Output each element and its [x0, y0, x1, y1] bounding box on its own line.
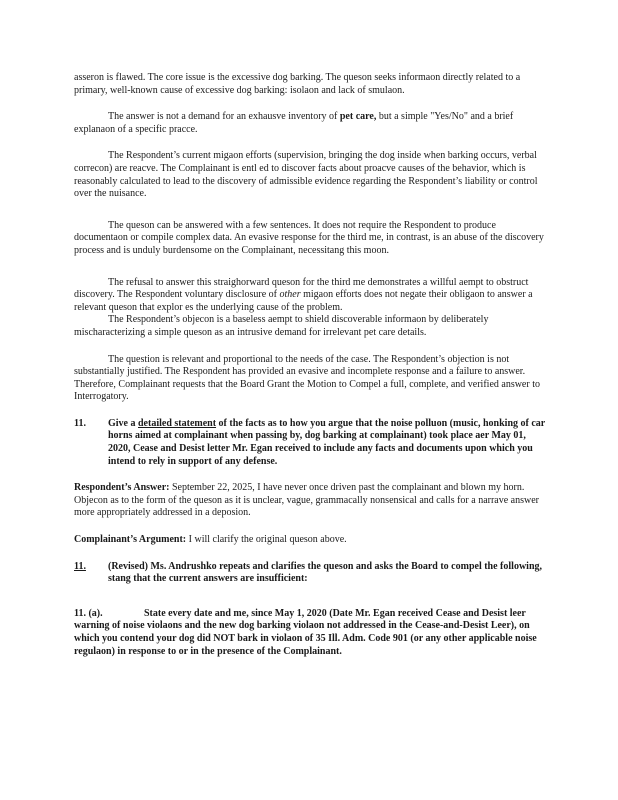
- interrogatory-11a-text: State every date and me, since May 1, 2020 (Date Mr. Egan received Cease and Desist leer warning of noise violaons and the new dog barking violaon not addressed in the Cease-and-Desist Leer), on which you contend your dog did NOT bark in violaon of 35 Ill. Adm. Code 901 (or any other applicable noise regulaon) in response to or in the presence of the Complainant.: [74, 607, 537, 657]
- paragraph-answerable-text: The queson can be answered with a few sentences. It does not require the Respondent to produce documentaon or compile complex data. An evasive response for the third me, in contrast, is an abuse of the discovery process and is unduly burdensome on the Complainant, necessitang this moon.: [74, 219, 544, 256]
- paragraph-not-a-demand-text-a: The answer is not a demand for an exhausve inventory of: [108, 111, 340, 123]
- interrogatory-11a-number: 11. (a).: [74, 607, 103, 619]
- paragraph-objection-text: The Respondent’s objecon is a baseless aempt to shield discoverable informaon by deliberately mischaracterizing a simple queson as an intrusive demand for irrelevant pet care details.: [74, 314, 489, 338]
- document-page: [74, 72, 548, 658]
- interrogatory-11-revised: [74, 561, 548, 586]
- paragraph-not-a-demand: [74, 111, 548, 136]
- respondent-answer: [74, 482, 548, 520]
- paragraph-refusal: [74, 277, 548, 315]
- paragraph-not-a-demand-text-b: but a simple "Yes/No" and a brief explanaon of a specific pracce.: [74, 111, 514, 135]
- interrogatory-11-revised-text: (Revised) Ms. Andrushko repeats and clarifies the queson and asks the Board to compel the following, stang that the current answers are insufficient:: [108, 560, 543, 585]
- pet-care-bold: pet care,: [339, 111, 377, 123]
- paragraph-relevant-proportional-text: The question is relevant and proportional to the needs of the case. The Respondent’s objection is not substantially justified. The Respondent has provided an evasive and incomplete response and a failure to answer. Therefore, Complainant requests that the Board Grant the Motion to Compel a full, complete, and verified answer to Interrogatory.: [74, 353, 540, 403]
- interrogatory-11-text: [108, 418, 548, 468]
- paragraph-refusal-text-a: The refusal to answer this straighorward queson for the third me demonstrates a willful aempt to obstruct discovery. The Respondent voluntary disclosure of: [74, 276, 529, 301]
- interrogatory-11: [74, 418, 548, 468]
- paragraph-assertion: [74, 72, 548, 97]
- interrogatory-11-number: 11.: [74, 417, 86, 429]
- paragraph-answerable: [74, 220, 548, 258]
- paragraph-assertion-text: asseron is flawed. The core issue is the excessive dog barking. The queson seeks informaon directly related to a primary, well-known cause of excessive dog barking: isolaon and lack of smulaon.: [74, 72, 521, 96]
- complainant-argument-text: I will clarify the original queson above.: [186, 534, 347, 546]
- complainant-argument: [74, 534, 548, 547]
- interrogatory-11-text-a: Give a: [108, 417, 138, 429]
- paragraph-mitigation-efforts-text: The Respondent’s current migaon efforts (supervision, bringing the dog inside when barking occurs, verbal correcon) are reacve. The Complainant is entl ed to discover facts about proacve causes of the behavior, which is reasonably calculated to lead to the discovery of admissible evidence regarding the Respondent’s liability or control over the nuisance.: [74, 150, 538, 200]
- other-italic: other: [279, 289, 301, 301]
- paragraph-relevant-proportional: [74, 354, 548, 404]
- paragraph-objection: [74, 314, 548, 339]
- respondent-answer-label: Respondent’s Answer:: [74, 482, 170, 494]
- interrogatory-11-text-b: of the facts as to how you argue that the noise polluon (music, honking of car horns aimed at complainant when passing by, dog barking at complainant) took place aer May 01, 2020, Cease and Desist letter Mr. Egan received to include any facts and documents upon which you intend to rely in support of any defense.: [108, 417, 546, 467]
- paragraph-refusal-text-b: migaon efforts does not negate their obligaon to answer a relevant queson that explor es the underlying cause of the problem.: [74, 289, 533, 313]
- detailed-statement-underlined: detailed statement: [138, 417, 217, 429]
- interrogatory-11-revised-number: 11.: [74, 560, 86, 572]
- paragraph-mitigation-efforts: [74, 150, 548, 200]
- interrogatory-11a-body: [74, 608, 548, 658]
- respondent-answer-text: September 22, 2025, I have never once driven past the complainant and blown my horn. Objecon as to the form of the queson as it is unclear, vague, grammacally nonsensical and calls for a narrave answer more appropriately addressed in a deposion.: [74, 482, 539, 519]
- complainant-argument-label: Complainant’s Argument:: [74, 534, 187, 546]
